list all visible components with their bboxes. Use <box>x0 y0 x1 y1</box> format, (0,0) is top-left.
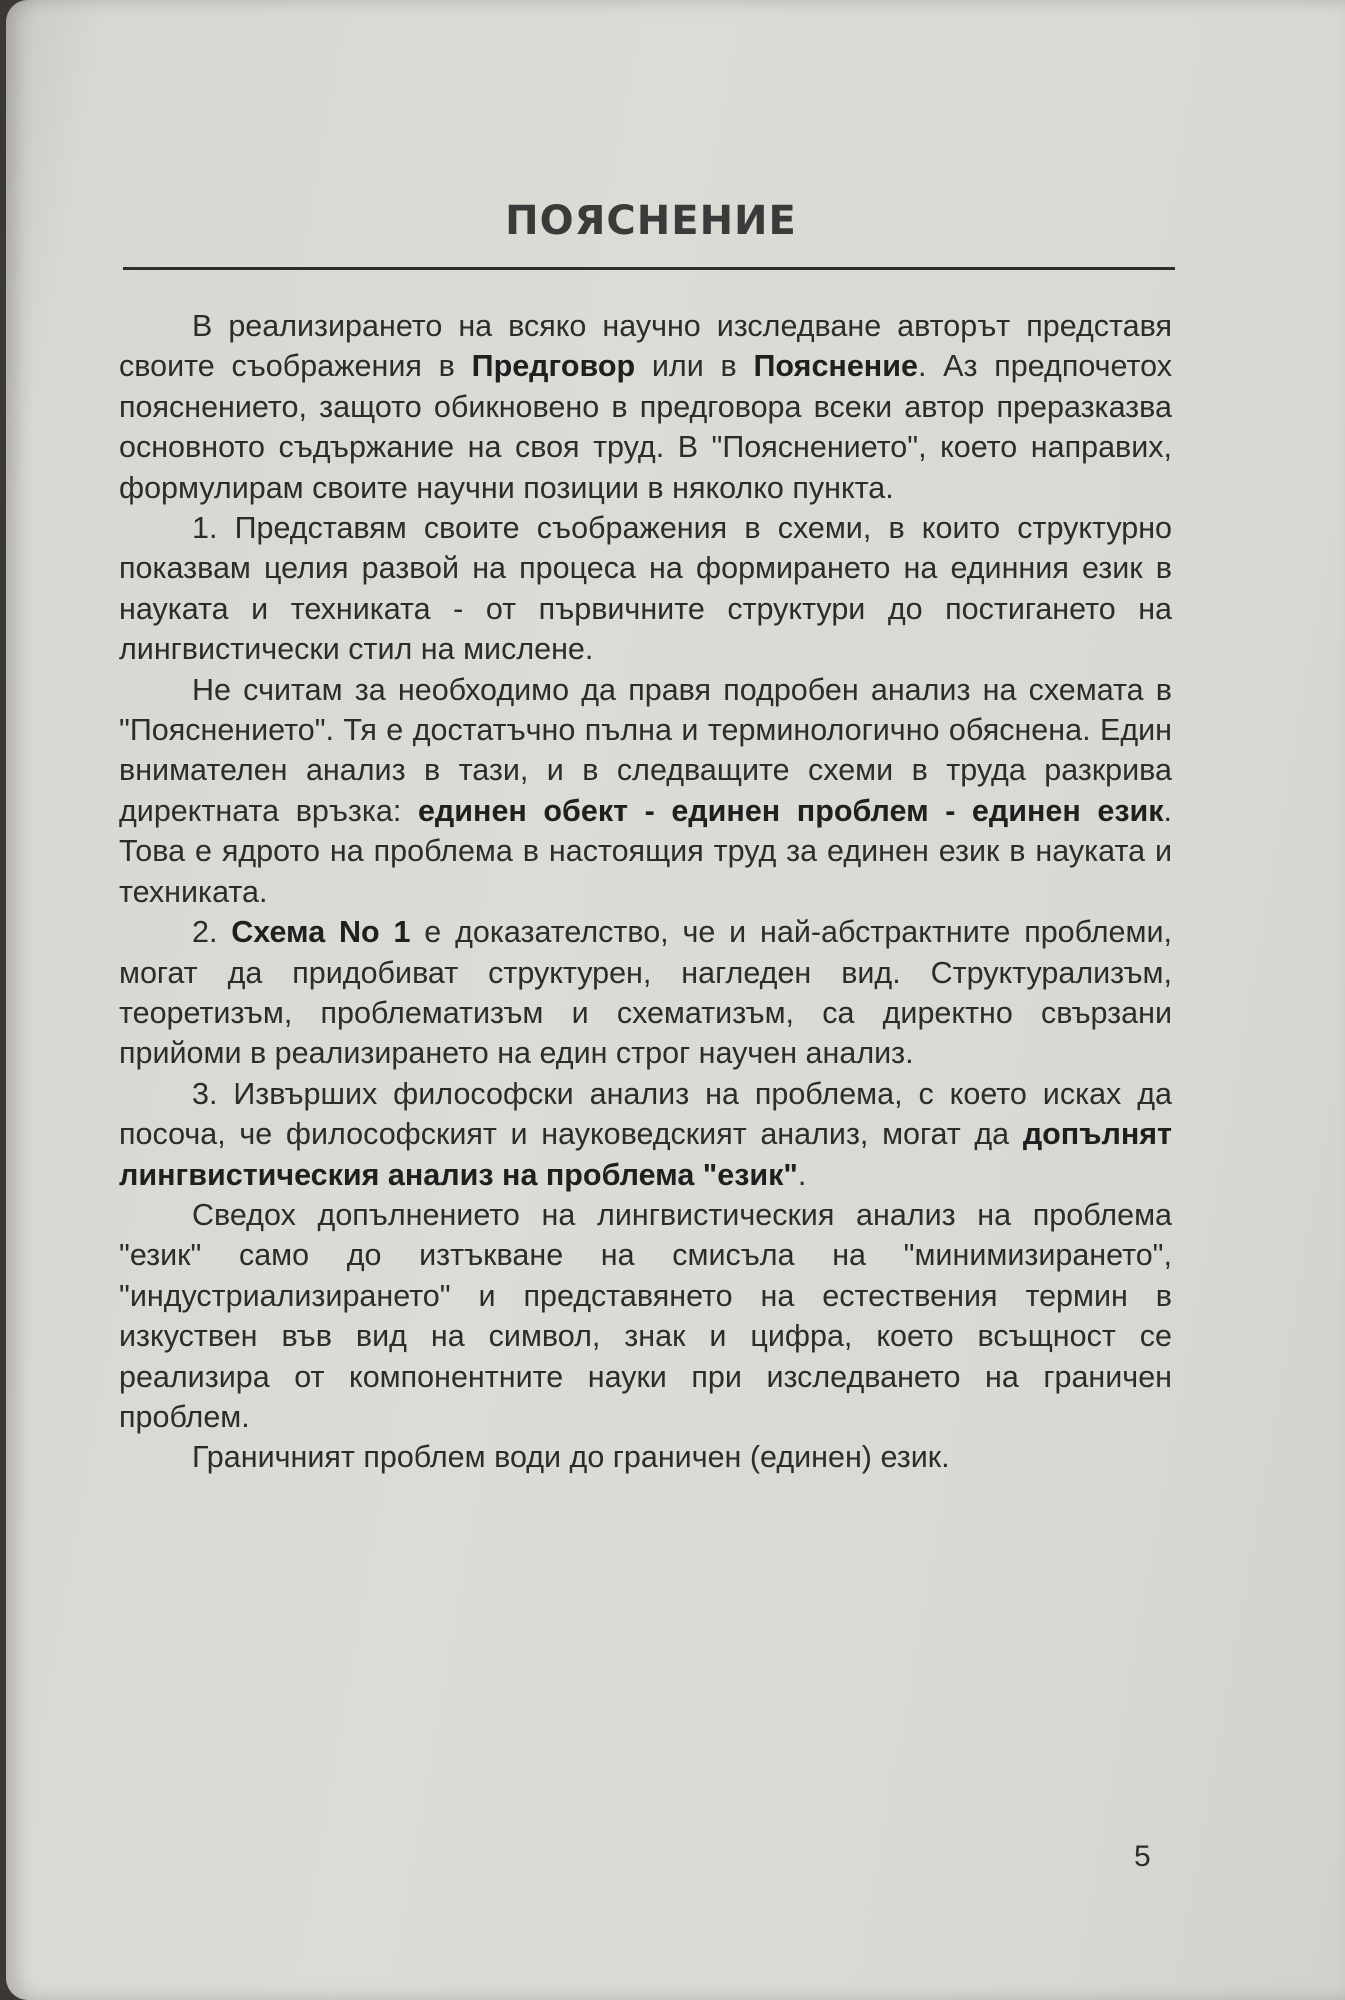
paragraph-supplement: Сведох допълнението на лингвистическия анализ на проблема "език" само до изтъкване на смисъла на "минимизирането", "индустриализирането" и представянето на естествения термин в изкуствен във вид на символ, знак и цифра, което всъщност се реализира от компонентните науки при изследването на граничен проблем. <box>119 1197 1172 1434</box>
title-underline <box>123 267 1175 270</box>
bold-unified-chain: единен обект - единен проблем - единен език <box>417 793 1164 828</box>
paragraph-point-2: 2. Схема No 1 е доказателство, че и най-абстрактните проблеми, могат да придобиват структурен, нагледен вид. Структурализъм, теоретизъм, проблематизъм и схематизъм, са директно свързани прийоми в реализирането на един строг научен анализ. <box>119 915 1172 1071</box>
paragraph-conclusion: Граничният проблем води до граничен (единен) език. <box>192 1440 950 1475</box>
paragraph-point-1: 1. Представям своите съображения в схеми, в които структурно показвам целия развой на процеса на формирането на единния език в науката и техниката - от първичните структури до постигането на лингвистически стил на мислене. <box>119 511 1172 667</box>
bold-term-predgovor: Предговор <box>471 349 636 384</box>
bold-scheme-no-1: Схема No 1 <box>231 915 411 950</box>
paragraph-intro: В реализирането на всяко научно изследване авторът представя своите съображения в Предговор или в Пояснение. Аз предпочетох пояснението, защото обикновено в предговора всеки автор преразказва основното съдържание на своя труд. В "Пояснението", което направих, формулирам своите научни позиции в няколко пункта. <box>119 309 1173 505</box>
page-number: 5 <box>1134 1840 1151 1873</box>
bold-linguistic-analysis: допълнят лингвистическия анализ на проблема "език" <box>119 1117 1172 1192</box>
paragraph-point-3: 3. Извърших философски анализ на проблема, с което исках да посоча, че философският и науковедският анализ, могат да допълнят лингвистическия анализ на проблема "език". <box>119 1076 1172 1192</box>
body-text <box>119 306 1172 1478</box>
book-page <box>6 0 1345 2000</box>
bold-term-poyasnenie: Пояснение <box>753 349 918 384</box>
page-title: ПОЯСНЕНИЕ <box>505 198 797 244</box>
paragraph-scheme-analysis: Не считам за необходимо да правя подробен анализ на схемата в "Пояснението". Тя е достатъчно пълна и терминологично обяснена. Един внимателен анализ в тази, и в следващите схеми в труда разкрива директната връзка: единен обект - единен проблем - единен език. Това е ядрото на проблема в настоящия труд за единен език в науката и техниката. <box>119 672 1172 909</box>
